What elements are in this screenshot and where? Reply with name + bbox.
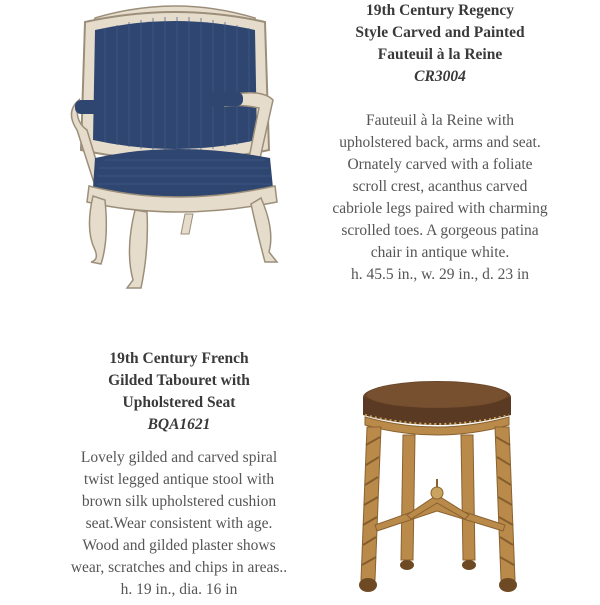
product-1-title-line: 19th Century Regency: [365, 2, 515, 19]
product-1-description-line: scrolled toes. A gorgeous patina: [341, 222, 539, 239]
product-1-info: [320, 0, 560, 286]
armchair-icon: [65, 0, 285, 295]
product-1-title-line: Fauteuil à la Reine: [377, 46, 503, 63]
stool-icon: [345, 375, 530, 600]
product-2-description-line: twist legged antique stool with: [83, 471, 275, 488]
product-2-description-line: seat.Wear consistent with age.: [85, 515, 273, 532]
product-2-title-line: Gilded Tabouret with: [108, 372, 250, 389]
product-2-sku: BQA1621: [147, 416, 211, 433]
product-2-description: [58, 447, 300, 579]
product-1-description: [320, 110, 560, 264]
product-1-description-line: chair in antique white.: [370, 244, 510, 261]
product-1-title: [320, 0, 560, 66]
product-1-dimensions: h. 45.5 in., w. 29 in., d. 23 in: [350, 266, 530, 283]
product-1-description-line: Ornately carved with a foliate: [347, 156, 533, 173]
product-2-title: [58, 348, 300, 414]
product-1-description-line: scroll crest, acanthus carved: [352, 178, 528, 195]
product-1-description-line: upholstered back, arms and seat.: [339, 134, 541, 151]
product-2-description-line: Lovely gilded and carved spiral: [80, 449, 278, 466]
stool-image: [345, 375, 530, 600]
product-2-title-line: Upholstered Seat: [122, 394, 236, 411]
armchair-image: [65, 0, 285, 295]
product-1-sku: CR3004: [414, 68, 466, 85]
product-2-dimensions: h. 19 in., dia. 16 in: [120, 581, 238, 598]
product-2-description-line: wear, scratches and chips in areas..: [70, 559, 288, 576]
product-2-description-line: Wood and gilded plaster shows: [82, 537, 276, 554]
product-1-description-line: Fauteuil à la Reine with: [365, 112, 515, 129]
product-2-description-line: brown silk upholstered cushion: [81, 493, 277, 510]
product-2-title-line: 19th Century French: [109, 350, 249, 367]
product-1-title-line: Style Carved and Painted: [355, 24, 525, 41]
product-1-description-line: cabriole legs paired with charming: [332, 200, 548, 217]
product-2-info: [58, 348, 300, 601]
